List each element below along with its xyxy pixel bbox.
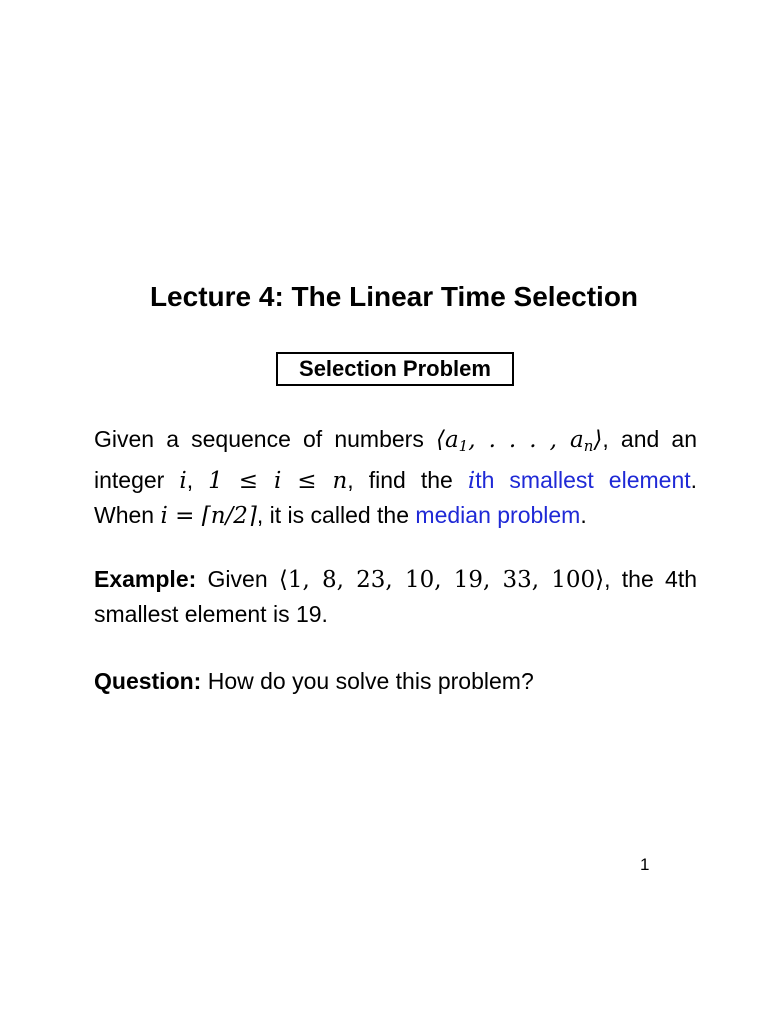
- inequality: 1 ≤ i ≤ n: [208, 468, 348, 494]
- sequence-notation: [436, 427, 602, 453]
- subscript-n: n: [583, 437, 594, 455]
- given-text: Given: [207, 566, 268, 592]
- problem-definition-paragraph: [94, 422, 697, 533]
- period: .: [690, 467, 698, 493]
- question-label: Question:: [94, 668, 202, 694]
- find-the-text: , find the: [347, 467, 453, 493]
- called-text: , it is called the: [256, 502, 410, 528]
- ith-variable: i: [467, 468, 476, 494]
- ith-smallest-element: [468, 467, 691, 493]
- definition-tail: , and an: [602, 426, 698, 452]
- example-paragraph: [94, 562, 697, 631]
- definition-line-2: [94, 463, 697, 498]
- example-line-1: [94, 562, 697, 597]
- subscript-one: 1: [458, 437, 469, 455]
- definition-line-1: [94, 422, 697, 463]
- period: .: [580, 502, 587, 528]
- sequence-middle: , . . . , a: [468, 427, 584, 453]
- comma: ,: [186, 467, 194, 493]
- definition-line-3: [94, 498, 697, 533]
- when-text: When: [94, 502, 155, 528]
- example-label: Example:: [94, 566, 197, 592]
- example-tail: , the 4th: [604, 566, 698, 592]
- question-text: How do you solve this problem?: [207, 668, 534, 694]
- sequence-open: ⟨a: [435, 427, 459, 453]
- question-line: [94, 664, 697, 698]
- example-sequence: ⟨1, 8, 23, 10, 19, 33, 100⟩: [278, 567, 605, 593]
- ith-text: th smallest element: [475, 467, 691, 493]
- page-number: 1: [640, 855, 650, 874]
- section-heading-box: Selection Problem: [276, 352, 514, 386]
- integer-label: integer: [94, 467, 165, 493]
- example-line-2: smallest element is 19.: [94, 601, 328, 627]
- median-condition: i = ⌈n/2⌉: [160, 503, 257, 529]
- sequence-close: ⟩: [593, 427, 603, 453]
- slide-title: Lecture 4: The Linear Time Selection: [149, 281, 639, 312]
- definition-text: Given a sequence of numbers: [94, 426, 424, 452]
- variable-i: i: [179, 468, 187, 494]
- question-paragraph: [94, 664, 697, 698]
- median-problem-term: median problem: [415, 502, 581, 528]
